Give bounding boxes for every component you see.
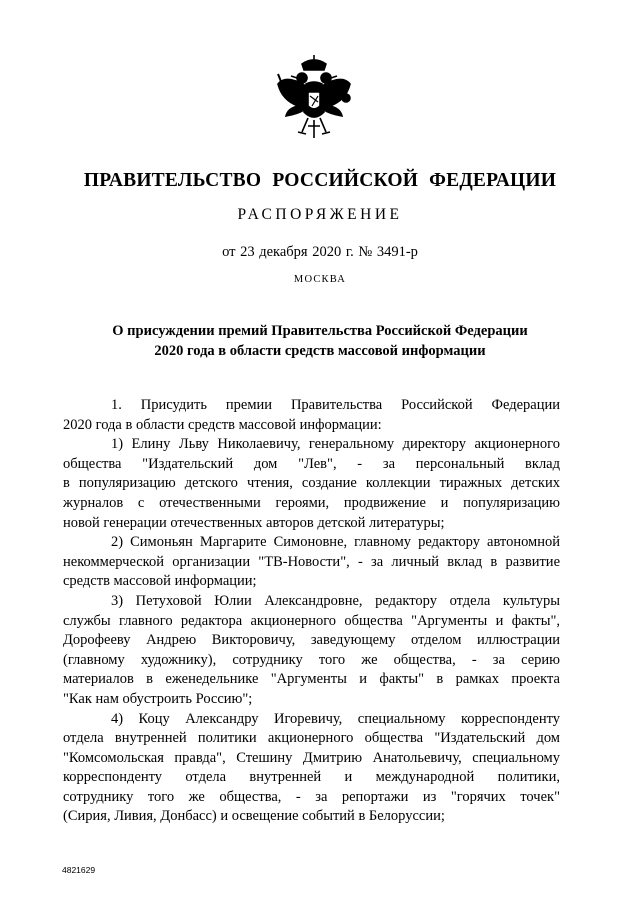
body-line: некоммерческой организации "ТВ-Новости", - за личный вклад в развитие — [63, 553, 560, 570]
document-code: 4821629 — [62, 865, 96, 875]
body-line: материалов в еженедельнике "Аргументы и факты" в рамках проекта — [63, 671, 560, 688]
body-line: новой генерации отечественных авторов детской литературы; — [63, 514, 445, 531]
body-line: "Как нам обустроить Россию"; — [63, 690, 253, 707]
body-line: (главному художнику), сотруднику того же общества, - за серию — [63, 651, 560, 668]
body-line: службы главного редактора акционерного общества "Аргументы и факты", — [63, 612, 560, 629]
body-line: отдела внутренней политики акционерного общества "Издательский дом — [63, 730, 560, 747]
body-line: сотруднику того же общества, - за репортажи из "горячих точек" — [63, 788, 560, 805]
government-title: ПРАВИТЕЛЬСТВО РОССИЙСКОЙ ФЕДЕРАЦИИ — [83, 170, 557, 191]
body-line: 2020 года в области средств массовой информации: — [63, 416, 382, 433]
document-subject — [60, 321, 580, 361]
subject-line: 2020 года в области средств массовой информации — [154, 343, 486, 359]
body-line: средств массовой информации; — [63, 573, 257, 590]
document-date-number: от 23 декабря 2020 г. № 3491-р — [222, 244, 418, 260]
document-type: РАСПОРЯЖЕНИЕ — [237, 206, 403, 223]
body-line: журналов с отечественными героями, продвижение и популяризацию — [63, 494, 560, 511]
body-line: 3) Петуховой Юлии Александровне, редактору отдела культуры — [111, 592, 560, 609]
body-line: 4) Коцу Александру Игоревичу, специальному корреспонденту — [111, 710, 560, 727]
body-line: 1. Присудить премии Правительства Российской Федерации — [111, 397, 560, 413]
body-line: Дорофееву Андрею Викторовичу, заведующему отделом иллюстрации — [63, 632, 560, 649]
subject-line: О присуждении премий Правительства Российской Федерации — [112, 323, 528, 339]
russian-coat-of-arms-icon — [272, 54, 356, 146]
body-line: корреспонденту отдела внутренней и международной политики, — [63, 769, 560, 786]
body-line: 2) Симоньян Маргарите Симоновне, главному редактору автономной — [111, 534, 560, 551]
body-line: в популяризацию детского чтения, создание коллекции тиражных детских — [63, 475, 560, 492]
document-city: МОСКВА — [293, 274, 347, 285]
body-line: (Сирия, Ливия, Донбасс) и освещение событий в Белоруссии; — [63, 808, 445, 825]
document-body — [63, 396, 560, 827]
body-line: общества "Издательский дом "Лев", - за персональный вклад — [63, 455, 560, 472]
body-line: 1) Елину Льву Николаевичу, генеральному директору акционерного — [111, 436, 560, 453]
body-line: "Комсомольская правда", Стешину Дмитрию Анатольевичу, специальному — [63, 749, 560, 766]
